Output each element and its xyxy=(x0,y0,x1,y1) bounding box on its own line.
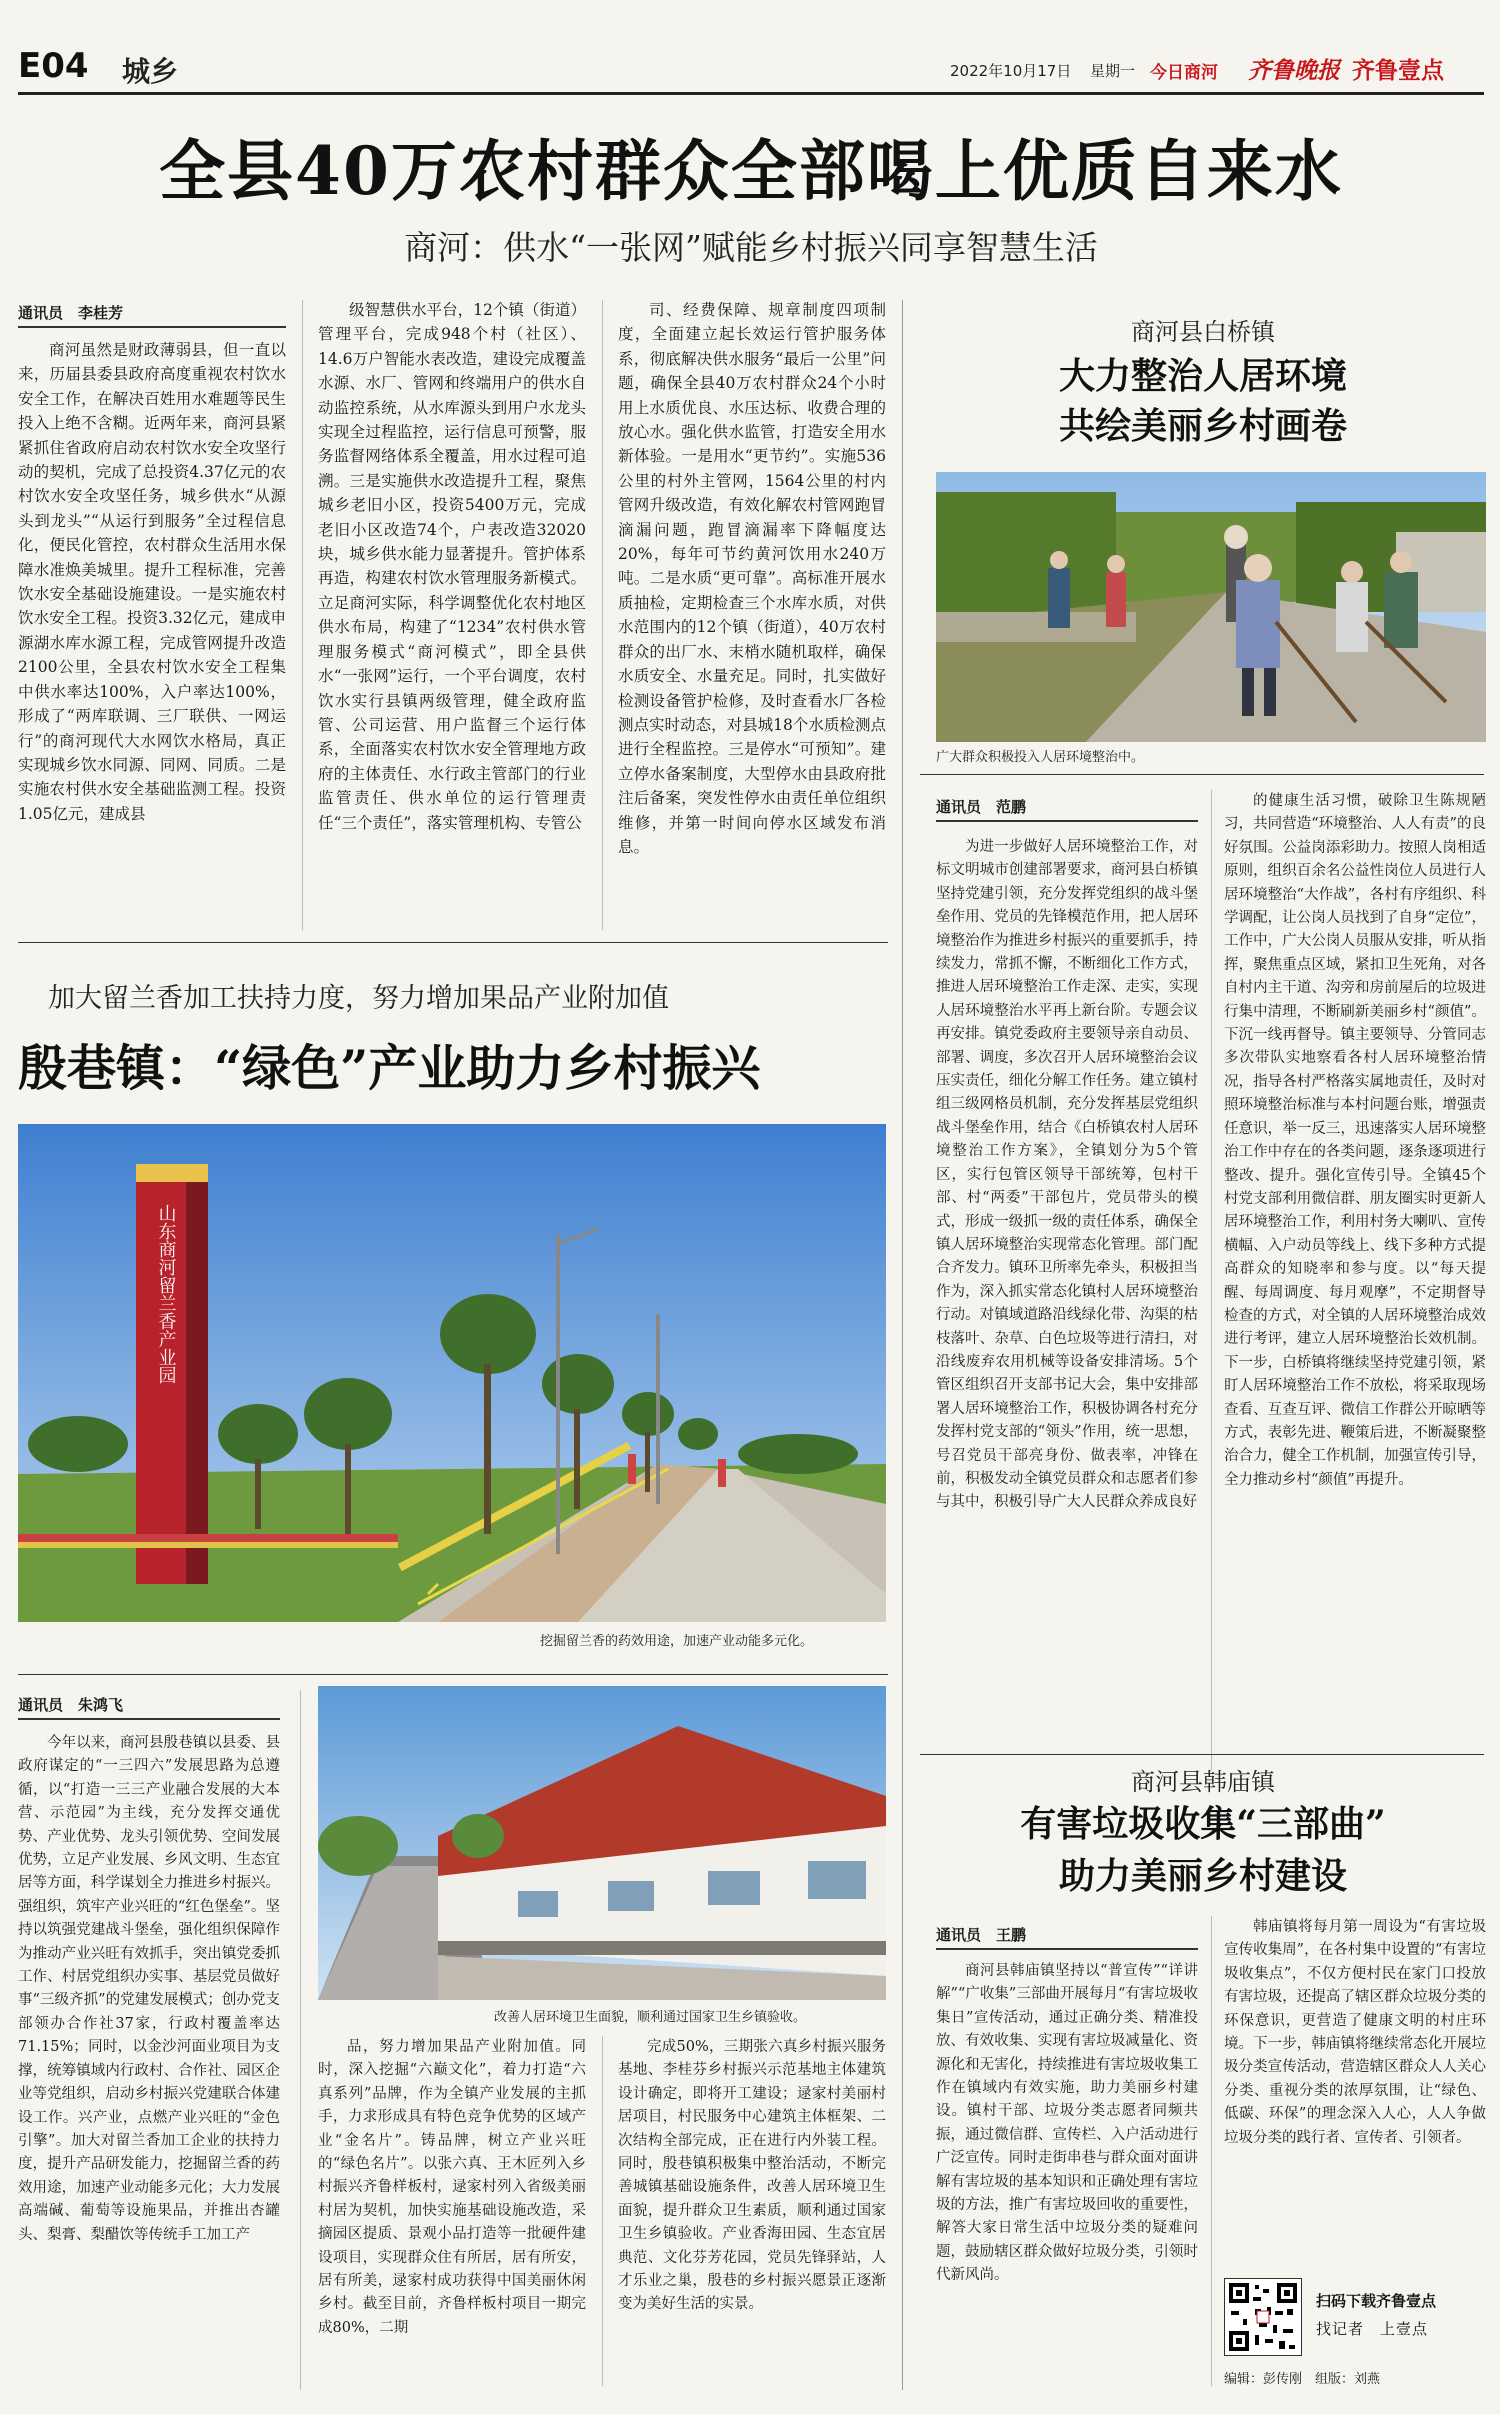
column-divider xyxy=(602,2036,603,2386)
hanmiao-headline-line2: 助力美丽乡村建设 xyxy=(1058,1855,1347,1897)
issue-date: 2022年10月17日 xyxy=(950,62,1072,80)
main-column-2: 级智慧供水平台，12个镇（街道）管理平台，完成948个村（社区）、14.6万户智能水表改造，建设完成覆盖水源、水厂、管网和终端用户的供水自动监控系统，从水库源头到用户水龙头实现全过程监控，运行信息可预警，服务监督网络体系全覆盖，用水过程可追溯。三是实施供水改造提升工程，聚焦城乡老旧小区，投资5400万元，完成老旧小区改造74个，户表改造32020块，城乡供水能力显著提升。管护体系再造，构建农村饮水管理服务新模式。立足商河实际，科学调整优化农村地区供水布局，构建了“1234”农村供水管理服务模式“商河模式”，即全县供水“一张网”运行，一个平台调度，农村饮水实行县镇两级管理，健全政府监管、公司运营、用户监督三个运行体系，全面落实农村饮水安全管理地方政府的主体责任、水行政主管部门的行业监管责任、供水单位的运行管理责任“三个责任”，落实管理机构、专管公 xyxy=(318,301,586,832)
baiqiao-photo-caption: 广大群众积极投入人居环境整治中。 xyxy=(936,750,1145,765)
main-subheadline: 商河：供水“一张网”赋能乡村振兴同享智慧生活 xyxy=(404,228,1098,267)
yinxiang-photo xyxy=(18,1124,886,1622)
baiqiao-headline-line1: 大力整治人居环境 xyxy=(1058,355,1347,397)
yinxiang-column-3: 完成50%，三期张六真乡村振兴服务基地、李桂芬乡村振兴示范基地主体建筑设计确定，即将开工建设；逯家村美丽村居项目，村民服务中心建筑主体框架、二次结构全部完成，正在进行内外装工程。同时，殷巷镇积极集中整治活动，不断完善城镇基础设施条件，改善人居环境卫生面貌，提升群众卫生素质，顺利通过国家卫生乡镇验收。产业香海田园、生态宜居典范、文化芬芳花园，党员先锋驿站，人才乐业之巢，殷巷的乡村振兴愿景正逐渐变为美好生活的实景。 xyxy=(618,2039,886,2313)
brand-logo: 齐鲁壹点 xyxy=(1352,58,1444,84)
page-header xyxy=(0,0,1500,90)
section-name: 城乡 xyxy=(122,55,179,88)
hanmiao-kicker: 商河县韩庙镇 xyxy=(1131,1768,1275,1796)
header-rule xyxy=(18,92,1484,95)
baiqiao-separator xyxy=(920,774,1484,775)
village-wall-photo xyxy=(318,1686,886,2000)
baiqiao-kicker: 商河县白桥镇 xyxy=(1131,318,1275,346)
yinxiang-byline: 通讯员 朱鸿飞 xyxy=(18,1694,280,1720)
main-column-1: 商河虽然是财政薄弱县，但一直以来，历届县委县政府高度重视农村饮水安全工作，在解决百姓用水难题等民生投入上绝不含糊。近两年来，商河县紧紧抓住省政府启动农村饮水安全攻坚行动的契机，完成了总投资4.37亿元的农村饮水安全攻坚任务，城乡供水“从源头到龙头”“从运行到服务”全过程信息化，便民化管控，农村群众生活用水保障水准焕美城里。提升工程标准，完善饮水安全基础设施建设。一是实施农村饮水安全工程。投资3.32亿元，建成申源湖水库水源工程，完成管网提升改造2100公里，全县农村饮水安全工程集中供水率达100%，入户率达100%，形成了“两库联调、三厂联供、一网运行”的商河现代大水网饮水格局，真正实现城乡饮水同源、同网、同质。二是实施农村供水安全基础监测工程。投资1.05亿元，建成县 xyxy=(18,341,286,823)
qr-code[interactable] xyxy=(1224,2278,1302,2356)
column-divider xyxy=(1211,1916,1212,2386)
industrial-park-road-photo xyxy=(18,1124,886,1622)
qr-caption-line1: 扫码下载齐鲁壹点 xyxy=(1316,2292,1437,2310)
baiqiao-headline-line2: 共绘美丽乡村画卷 xyxy=(1058,405,1347,447)
street-cleaning-photo xyxy=(936,472,1486,742)
page-code: E04 xyxy=(18,46,89,86)
edition-name: 今日商河 xyxy=(1150,63,1218,83)
baiqiao-photo xyxy=(936,472,1486,742)
yinxiang-photo-2 xyxy=(318,1686,886,2000)
hanmiao-byline: 通讯员 王鹏 xyxy=(936,1924,1198,1950)
column-divider xyxy=(602,300,603,930)
park-sign-text: 山东商河留兰香产业园 xyxy=(155,1204,177,1384)
main-headline: 全县40万农村群众全部喝上优质自来水 xyxy=(159,132,1343,210)
hanmiao-column-2: 韩庙镇将每月第一周设为“有害垃圾宣传收集周”，在各村集中设置的“有害垃圾收集点”，不仅方便村民在家门口投放有害垃圾，还提高了辖区群众垃圾分类的环保意识，更营造了健康文明的村庄环境。下一步，韩庙镇将继续常态化开展垃圾分类宣传活动，营造辖区群众人人关心分类、重视分类的浓厚氛围，让“绿色、低碳、环保”的理念深入人心，人人争做垃圾分类的践行者、宣传者、引领者。 xyxy=(1224,1919,1486,2146)
paper-name-logo: 齐鲁晚报 xyxy=(1248,57,1340,84)
column-divider xyxy=(1211,790,1212,1770)
baiqiao-column-1: 为进一步做好人居环境整治工作，对标文明城市创建部署要求，商河县白桥镇坚持党建引领，充分发挥党组织的战斗堡垒作用、党员的先锋模范作用，把人居环境整治作为推进乡村振兴的重要抓手，持续发力，常抓不懈，不断细化工作方式，推进人居环境整治工作走深、走实，实现人居环境整治水平再上新台阶。专题会议再安排。镇党委政府主要领导亲自动员、部署、调度，多次召开人居环境整治会议压实责任，细化分解工作任务。建立镇村组三级网格员机制，充分发挥基层党组织战斗堡垒作用，结合《白桥镇农村人居环境整治工作方案》，全镇划分为5个管区，实行包管区领导干部统筹，包村干部、村“两委”干部包片，党员带头的模式，形成一级抓一级的责任体系，确保全镇人居环境整治实现常态化管理。部门配合齐发力。镇环卫所率先牵头，积极担当作为，深入抓实常态化镇村人居环境整治行动。对镇域道路沿线绿化带、沟渠的枯枝落叶、杂草、白色垃圾等进行清扫，对沿线废弃农用机械等设备安排清场。5个管区组织召开支部书记大会，集中安排部署人居环境整治工作，积极协调各村充分发挥村党支部的“领头”作用，统一思想，号召党员干部亮身份、做表率，冲锋在前，积极发动全镇党员群众和志愿者们参与其中，积极引导广大人民群众养成良好 xyxy=(936,839,1198,1511)
hanmiao-headline-line1: 有害垃圾收集“三部曲” xyxy=(1020,1803,1386,1845)
yinxiang-lower-separator xyxy=(18,1674,888,1675)
yinxiang-separator xyxy=(18,942,888,943)
yinxiang-column-1: 今年以来，商河县殷巷镇以县委、县政府谋定的“一三四六”发展思路为总遵循，以“打造一三三产业融合发展的大本营、示范园”为主线，充分发挥交通优势、产业优势、龙头引领优势、空间发展优势，立足产业发展、乡风文明、生态宜居等方面，科学谋划全力推进乡村振兴。强组织，筑牢产业兴旺的“红色堡垒”。坚持以筑强党建战斗堡垒，强化组织保障作为推动产业兴旺有效抓手，突出镇党委抓工作、村居党组织办实事、基层党员做好事“三级齐抓”的党建发展模式；创办党支部领办合作社37家，行政村覆盖率达71.15%；同时，以金沙河面业项目为支撑，统筹镇域内行政村、合作社、园区企业等党组织，启动乡村振兴党建联合体建设工作。兴产业，点燃产业兴旺的“金色引擎”。加大对留兰香加工企业的扶持力度，提升产品研发能力，挖掘留兰香的药效用途，加速产业动能多元化；大力发展高端碱、葡萄等设施果品，并推出杏罐头、梨膏、梨醋饮等传统手工加工产 xyxy=(18,1735,280,2243)
yinxiang-headline: 殷巷镇：“绿色”产业助力乡村振兴 xyxy=(18,1039,761,1097)
column-divider xyxy=(302,300,303,930)
yinxiang-kicker: 加大留兰香加工扶持力度，努力增加果品产业附加值 xyxy=(48,983,669,1014)
column-divider xyxy=(902,300,903,2390)
main-byline: 通讯员 李桂芳 xyxy=(18,302,286,328)
yinxiang-column-2: 品，努力增加果品产业附加值。同时，深入挖掘“六巅文化”，着力打造“六真系列”品牌，作为全镇产业发展的主抓手，力求形成具有特色竞争优势的区域产业“金名片”。铸品牌，树立产业兴旺的“绿色名片”。以张六真、王木匠列入乡村振兴齐鲁样板村，逯家村列入省级美丽村居为契机，加快实施基础设施改造，采摘园区提质、景观小品打造等一批硬件建设项目，实现群众住有所居，居有所安，居有所美，逯家村成功获得中国美丽休闲乡村。截至目前，齐鲁样板村项目一期完成80%，二期 xyxy=(318,2039,586,2336)
yinxiang-photo-caption: 挖掘留兰香的药效用途，加速产业动能多元化。 xyxy=(540,1634,814,1649)
hanmiao-column-1: 商河县韩庙镇坚持以“普宣传”“详讲解”“广收集”三部曲开展每月“有害垃圾收集日”宣传活动，通过正确分类、精准投放、有效收集、实现有害垃圾减量化、资源化和无害化，持续推进有害垃圾收集工作在镇域内有效实施，助力美丽乡村建设。镇村干部、垃圾分类志愿者同频共振，通过微信群、宣传栏、入户活动进行广泛宣传。同时走街串巷与群众面对面讲解有害垃圾的基本知识和正确处理有害垃圾的方法，推广有害垃圾回收的重要性，解答大家日常生活中垃圾分类的疑难问题，鼓励辖区群众做好垃圾分类，引领时代新风尚。 xyxy=(936,1963,1198,2284)
column-divider xyxy=(300,1690,301,2390)
editor-credit: 编辑：彭传刚 组版：刘燕 xyxy=(1224,2372,1381,2387)
baiqiao-column-2: 的健康生活习惯，破除卫生陈规陋习，共同营造“环境整治、人人有责”的良好氛围。公益岗添彩助力。按照人岗相适原则，组织百余名公益性岗位人员进行人居环境整治“大作战”，各村有序组织、科学调配，让公岗人员找到了自身“定位”，工作中，广大公岗人员服从安排，听从指挥，聚焦重点区域，紧扣卫生死角，对各自村内主干道、沟旁和房前屋后的垃圾进行集中清理，不断刷新美丽乡村“颜值”。下沉一线再督导。镇主要领导、分管同志多次带队实地察看各村人居环境整治情况，指导各村严格落实属地责任，及时对照环境整治标准与本村问题台账，增强责任意识，举一反三，迅速落实人居环境整治工作中存在的各类问题，逐条逐项进行整改、提升。强化宣传引导。全镇45个村党支部利用微信群、朋友圈实时更新人居环境整治工作，利用村务大喇叭、宣传横幅、入户动员等线上、线下多种方式提高群众的知晓率和参与度。以“每天提醒、每周调度、每月观摩”，不定期督导检查的方式，对全镇的人居环境整治成效进行考评，建立人居环境整治长效机制。下一步，白桥镇将继续坚持党建引领，紧盯人居环境整治工作不放松，将采取现场查看、互查互评、微信工作群公开晾晒等方式，表彰先进、鞭策后进，不断凝聚整治合力，健全工作机制，加强宣传引导，全力推动乡村“颜值”再提升。 xyxy=(1224,793,1486,1488)
qr-caption-line2: 找记者 上壹点 xyxy=(1316,2320,1429,2338)
hanmiao-separator xyxy=(920,1754,1484,1755)
baiqiao-byline: 通讯员 范鹏 xyxy=(936,796,1198,822)
main-column-3: 司、经费保障、规章制度四项制度，全面建立起长效运行管护服务体系，彻底解决供水服务“最后一公里”问题，确保全县40万农村群众24个小时用上水质优良、水压达标、收费合理的放心水。强化供水监管，打造安全用水新体验。一是用水“更节约”。实施536公里的村外主管网，1564公里的村内管网升级改造，有效化解农村管网跑冒滴漏问题，跑冒滴漏率下降幅度达20%，每年可节约黄河饮用水240万吨。二是水质“更可靠”。高标准开展水质抽检，定期检查三个水库水质，对供水范围内的12个镇（街道），40万农村群众的出厂水、末梢水随机取样，确保水质安全、水量充足。同时，扎实做好检测设备管护检修，及时查看水厂各检测点实时动态，对县城18个水质检测点进行全程监控。三是停水“可预知”。建立停水备案制度，大型停水由县政府批注后备案，突发性停水由责任单位组织维修，并第一时间向停水区域发布消息。 xyxy=(618,301,886,856)
yinxiang-photo-2-caption: 改善人居环境卫生面貌，顺利通过国家卫生乡镇验收。 xyxy=(494,2010,807,2025)
issue-weekday: 星期一 xyxy=(1090,62,1136,80)
